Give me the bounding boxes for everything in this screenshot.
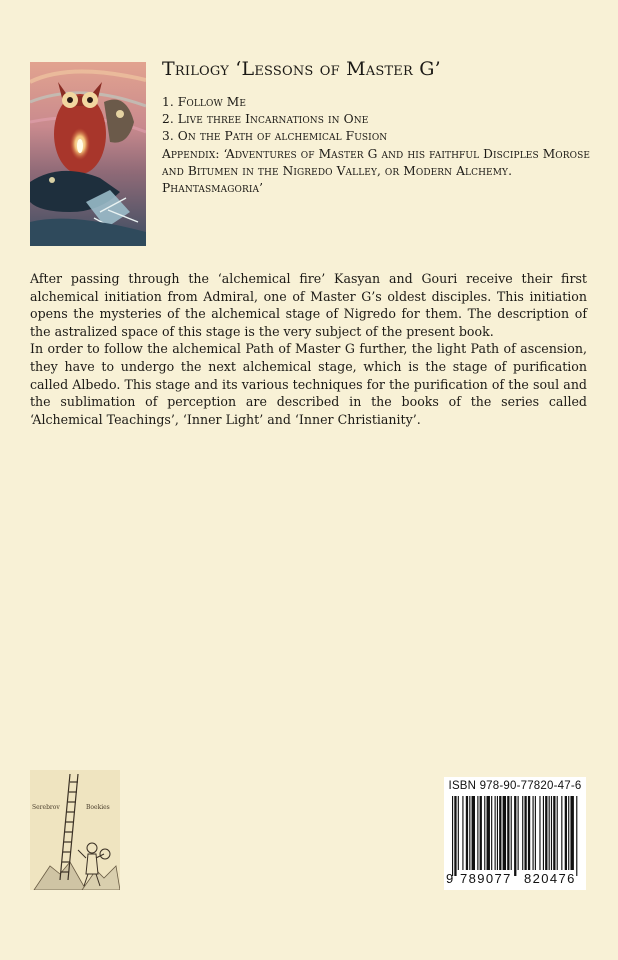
barcode-bar [499, 796, 501, 870]
barcode-bar [549, 796, 550, 870]
barcode-bar [514, 796, 516, 876]
barcode-bar [458, 796, 459, 870]
book-item-2: 2. Live three Incarnations in One [162, 112, 369, 127]
description-paragraph-2: In order to follow the alchemical Path of Master G further, the light Path of ascension, they have to undergo the next alchemical stage, which is the stage of purification called Albedo. This stage and its various techniques for the purification of the soul and the sublimation of perception are described in the books of the series called ‘Alchemical Teachings’, ‘Inner Light’ and ‘Inner Christianity’. [30, 341, 587, 427]
book-description [30, 270, 587, 428]
barcode-bar [452, 796, 453, 876]
barcode-bar [491, 796, 492, 870]
barcode-bar [477, 796, 478, 870]
barcode-bar [497, 796, 498, 870]
barcode-bar [533, 796, 534, 870]
barcode-bar [503, 796, 506, 870]
barcode-bar [466, 796, 468, 870]
barcode-bar [511, 796, 512, 870]
barcode-bar [487, 796, 490, 870]
barcode-bar [522, 796, 523, 870]
publisher-name-left: Serebrov [32, 804, 60, 811]
description-paragraph-1: After passing through the ‘alchemical fire’ Kasyan and Gouri receive their first alchemical initiation from Admiral, one of Master G’s oldest disciples. This initiation opens the mysteries of the alchemical stage of Nigredo for them. The description of the astralized space of this stage is the very subject of the present book. [30, 271, 587, 339]
isbn-label: ISBN 978-90-77820-47-6 [448, 780, 582, 792]
isbn-barcode [444, 777, 586, 890]
barcode-bar [553, 796, 555, 870]
barcode-bar [484, 796, 485, 870]
book-item-3: 3. On the Path of alchemical Fusion [162, 129, 388, 144]
barcode-bar [480, 796, 482, 870]
trilogy-title: Trilogy ‘Lessons of Master G’ [162, 58, 441, 80]
barcode-bar [570, 796, 573, 870]
barcode-bar [454, 796, 456, 876]
barcode-bar [472, 796, 475, 870]
publisher-logo [30, 770, 120, 890]
barcode-bar [568, 796, 569, 870]
publisher-name-right: Boekies [86, 804, 110, 811]
book-list [162, 94, 592, 146]
barcode-bar [576, 796, 577, 876]
barcode-bar [545, 796, 547, 870]
appendix-text: Appendix: ‘Adventures of Master G and his faithful Disciples Morose and Bitumen in the Nigredo Valley, or Modern Alchemy. Phantasmagoria’ [162, 146, 591, 196]
book-item-1: 1. Follow Me [162, 95, 247, 109]
barcode-bar [561, 796, 562, 870]
ean-first-digit: 9 [446, 871, 454, 886]
barcode-bar [528, 796, 530, 870]
barcode-bar [539, 796, 540, 870]
ean-left-group: 789077 [460, 871, 512, 886]
barcode-bar [495, 796, 496, 870]
barcode-bar [557, 796, 558, 870]
barcode-bar [507, 796, 509, 870]
barcode-bars [450, 796, 580, 876]
barcode-bar [462, 796, 463, 870]
ean-right-group: 820476 [524, 871, 576, 886]
barcode-bar [524, 796, 526, 870]
barcode-bar [551, 796, 552, 870]
barcode-bar [469, 796, 470, 870]
barcode-bar [535, 796, 536, 870]
barcode-bar [543, 796, 544, 870]
barcode-bar [518, 796, 519, 870]
barcode-bar [565, 796, 567, 870]
cover-art-thumbnail [30, 62, 146, 246]
trilogy-section [162, 58, 592, 197]
